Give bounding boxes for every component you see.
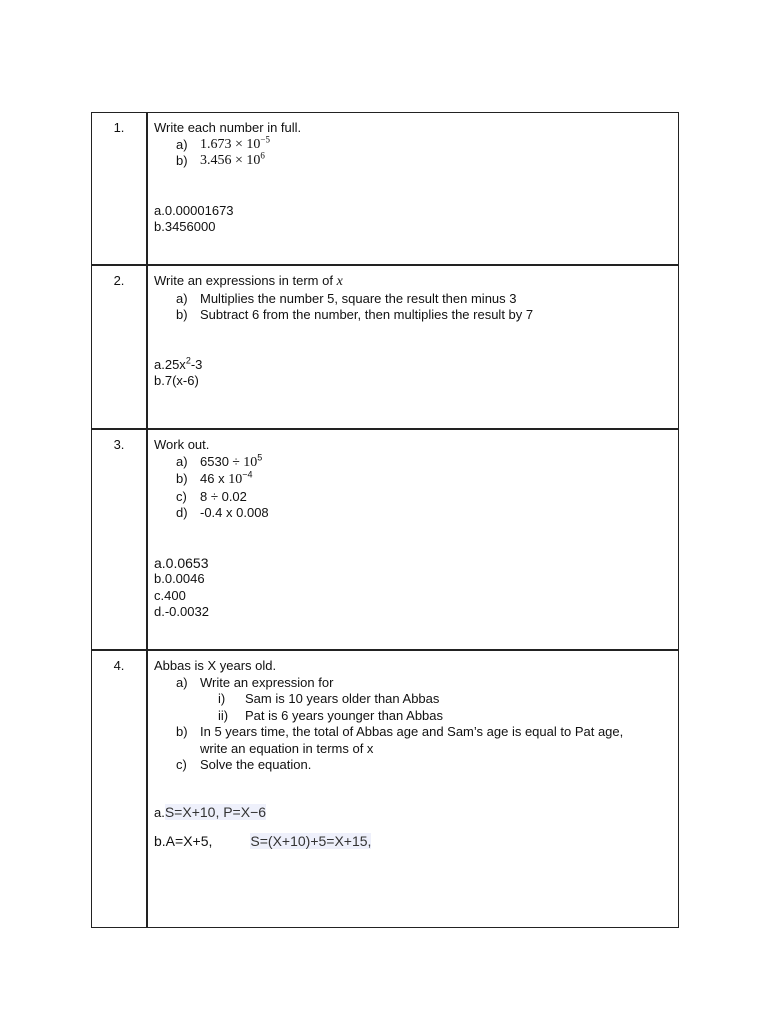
question-row-4	[92, 651, 678, 927]
standard-form-number: $1.673 \times 10^{-5}$	[200, 133, 270, 152]
question-row-3	[92, 430, 678, 651]
answer-line: $a.25x^2-3$	[154, 355, 203, 372]
answer-line: d.-0.0032	[154, 604, 209, 619]
part-b	[154, 150, 672, 170]
question-number: 3.	[92, 430, 148, 649]
part-b: b) In 5 years time, the total of Abbas age and Sam’s age is equal to Pat age, write an equation in terms of x	[176, 724, 624, 756]
standard-form-number: $3.456 \times 10^6$	[200, 150, 265, 168]
answer-line: b.7(x-6)	[154, 373, 199, 388]
question-number: 4.	[92, 651, 148, 927]
part-text: 46 x $10^{-4}$	[200, 469, 253, 487]
subpart-i: i) Sam is 10 years older than Abbas	[218, 691, 440, 706]
part-c: c) 8 ÷ 0.02	[176, 488, 247, 504]
part-text: In 5 years time, the total of Abbas age and Sam’s age is equal to Pat age, write an equation in terms of x	[200, 724, 624, 756]
answer-line: b.A=X+5, S=(X+10)+5=X+15,	[154, 833, 372, 849]
subpart-text: Pat is 6 years younger than Abbas	[245, 707, 444, 723]
question-prompt: Write each number in full.	[154, 120, 302, 135]
answer-line: b.3456000	[154, 219, 216, 234]
part-a	[154, 291, 672, 308]
part-label: b)	[176, 307, 188, 322]
part-text: 8 ÷ 0.02	[200, 488, 247, 504]
question-prompt: Abbas is X years old.	[154, 658, 277, 673]
question-number: 1.	[92, 113, 148, 264]
part-text: Subtract 6 from the number, then multiplies the result by 7	[200, 307, 534, 322]
question-row-2	[92, 266, 678, 430]
subpart-ii: ii) Pat is 6 years younger than Abbas	[218, 707, 444, 723]
part-c: c) Solve the equation.	[176, 757, 312, 772]
worksheet-table	[91, 112, 679, 928]
answer-line: a.0.00001673	[154, 202, 234, 218]
question-body	[148, 113, 678, 264]
part-label: a)	[176, 290, 188, 306]
part-b	[154, 307, 672, 324]
answer-line: a.0.0653	[154, 554, 209, 571]
subpart-text: Sam is 10 years older than Abbas	[245, 691, 440, 706]
part-text: Multiplies the number 5, square the result then minus 3	[200, 290, 517, 306]
question-prompt: Work out.	[154, 437, 210, 452]
answer-line: b.0.0046	[154, 571, 205, 586]
part-a: a) $6530 \div 10^5$	[176, 452, 263, 470]
part-text: Solve the equation.	[200, 757, 312, 772]
part-text: -0.4 x 0.008	[200, 505, 269, 520]
part-text: $6530 \div 10^5$	[200, 452, 263, 470]
part-b: b) 46 x $10^{-4}$	[176, 469, 253, 487]
question-body	[148, 430, 678, 649]
question-body	[148, 266, 678, 428]
answer-line: a.S=X+10, P=X−6	[154, 803, 267, 820]
part-label: b)	[176, 153, 188, 168]
part-a: a) Write an expression for	[176, 674, 334, 690]
part-label: a)	[176, 136, 188, 152]
question-number: 2.	[92, 266, 148, 428]
question-row-1	[92, 113, 678, 266]
question-prompt: Write an expressions in term of x	[154, 273, 343, 289]
part-a	[154, 133, 672, 154]
answer-line: c.400	[154, 587, 186, 603]
part-d: d) -0.4 x 0.008	[176, 505, 269, 520]
question-body	[148, 651, 678, 927]
part-text: Write an expression for	[200, 674, 334, 690]
